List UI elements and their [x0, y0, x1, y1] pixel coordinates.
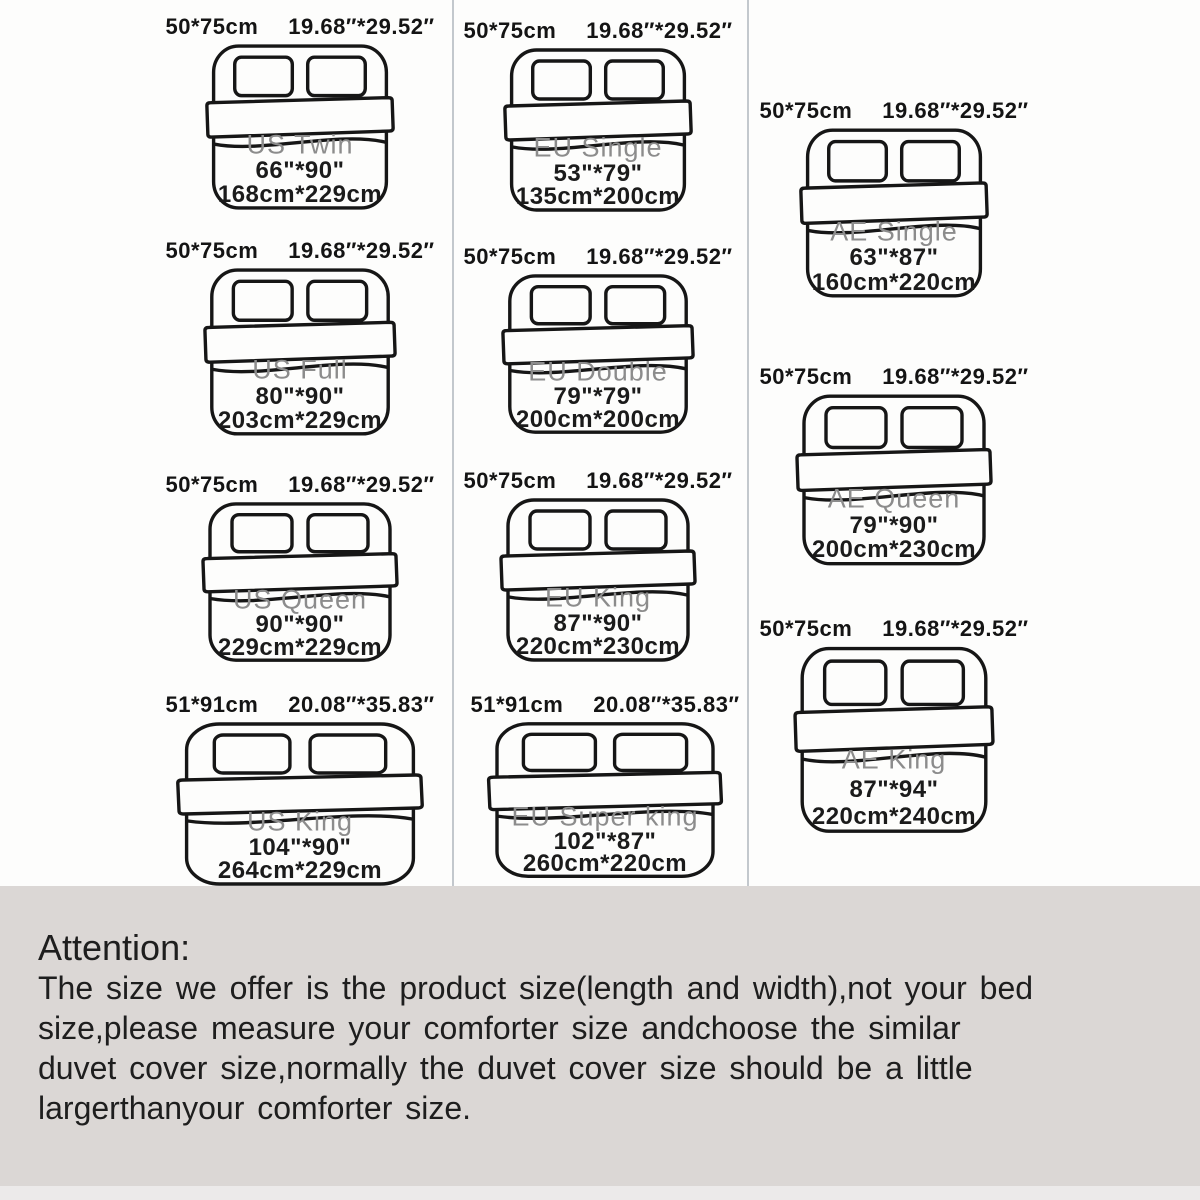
pillow-size-header	[445, 692, 765, 718]
bed-name: US Twin	[246, 129, 354, 160]
pillow-size-header	[448, 244, 748, 270]
pillow-size-header	[448, 468, 748, 494]
size-card-us-twin	[150, 14, 450, 214]
size-card-us-full	[150, 238, 450, 440]
pillow-left-icon	[214, 735, 290, 773]
pillow-size-in: 19.68″*29.52″	[882, 616, 1029, 641]
pillow-size-in: 19.68″*29.52″	[288, 472, 435, 497]
bed-name: AE Queen	[827, 483, 961, 514]
pillow-size-header	[744, 364, 1044, 390]
pillow-left-icon	[232, 515, 292, 552]
pillow-left-icon	[523, 734, 595, 770]
size-card-ae-single	[744, 98, 1044, 302]
bed-size-cm: 200cm*200cm	[515, 405, 681, 433]
bed-size-inches: 90"*90"	[255, 610, 345, 638]
pillow-left-icon	[531, 287, 590, 324]
bed-diagram	[204, 42, 396, 214]
bed-size-inches: 102"*87"	[553, 827, 657, 855]
bed-diagram	[485, 720, 725, 882]
pillow-right-icon	[308, 515, 368, 552]
pillow-size-in: 19.68″*29.52″	[586, 18, 733, 43]
bed-name: US Queen	[232, 584, 368, 615]
bed-name: US King	[246, 806, 354, 837]
bed-diagram	[200, 500, 400, 666]
pillow-size-header	[150, 472, 450, 498]
pillow-size-header	[448, 18, 748, 44]
attention-line-2: size,please measure your comforter size andchoose the similar	[38, 1010, 961, 1046]
bed-diagram	[798, 126, 990, 302]
size-card-ae-king	[744, 616, 1044, 838]
pillow-size-in: 20.08″*35.83″	[593, 692, 740, 717]
pillow-size-cm: 50*75cm	[759, 616, 853, 641]
pillow-right-icon	[606, 511, 666, 549]
pillow-right-icon	[606, 61, 664, 99]
pillow-size-cm: 50*75cm	[165, 14, 259, 39]
pillow-size-header	[150, 14, 450, 40]
size-card-eu-double	[448, 244, 748, 438]
bed-size-cm: 203cm*229cm	[217, 406, 383, 434]
bed-name: US Full	[252, 354, 348, 385]
bed-name: AE Single	[830, 216, 958, 247]
pillow-left-icon	[533, 61, 591, 99]
pillow-size-cm: 51*91cm	[165, 692, 259, 717]
pillow-size-cm: 50*75cm	[165, 238, 259, 263]
bed-name: EU King	[544, 582, 652, 613]
bed-size-cm: 260cm*220cm	[522, 850, 688, 878]
bed-diagram	[500, 272, 696, 438]
attention-line-1: The size we offer is the product size(length and width),not your bed	[38, 970, 1034, 1006]
bed-name: EU Super king	[511, 801, 699, 832]
bed-size-cm: 200cm*230cm	[811, 536, 977, 564]
bed-size-cm: 160cm*220cm	[811, 268, 977, 296]
bed-size-inches: 87"*90"	[553, 609, 643, 637]
size-card-ae-queen	[744, 364, 1044, 570]
bed-size-cm: 220cm*240cm	[811, 802, 977, 830]
pillow-size-cm: 50*75cm	[463, 244, 557, 269]
pillow-left-icon	[530, 511, 590, 549]
pillow-right-icon	[902, 661, 963, 704]
bed-size-cm: 220cm*230cm	[515, 633, 681, 661]
pillow-size-in: 19.68″*29.52″	[288, 238, 435, 263]
attention-line-4: largerthanyour comforter size.	[38, 1090, 472, 1126]
attention-panel	[0, 886, 1200, 1186]
footer-strip	[0, 1186, 1200, 1200]
pillow-right-icon	[310, 735, 386, 773]
pillow-size-in: 19.68″*29.52″	[882, 98, 1029, 123]
pillow-size-in: 20.08″*35.83″	[288, 692, 435, 717]
pillow-size-in: 19.68″*29.52″	[882, 364, 1029, 389]
bed-size-inches: 79"*79"	[553, 382, 643, 410]
pillow-size-header	[744, 616, 1044, 642]
size-card-us-king	[140, 692, 460, 890]
pillow-size-header	[150, 238, 450, 264]
pillow-size-cm: 50*75cm	[463, 18, 557, 43]
bed-size-cm: 229cm*229cm	[217, 633, 383, 661]
pillow-left-icon	[235, 57, 293, 95]
pillow-left-icon	[233, 281, 292, 320]
pillow-size-cm: 50*75cm	[759, 98, 853, 123]
bed-diagram	[502, 46, 694, 216]
bed-size-inches: 87"*94"	[849, 775, 939, 803]
bed-size-cm: 264cm*229cm	[217, 857, 383, 885]
pillow-right-icon	[606, 287, 665, 324]
bed-diagram	[498, 496, 698, 666]
bed-diagram	[202, 266, 398, 440]
bed-size-inches: 66"*90"	[255, 157, 345, 184]
pillow-right-icon	[308, 281, 367, 320]
bed-size-inches: 80"*90"	[255, 382, 345, 410]
pillow-right-icon	[902, 142, 960, 181]
attention-line-3: duvet cover size,normally the duvet cover size should be a little	[38, 1050, 973, 1086]
bed-size-cm: 168cm*229cm	[217, 181, 383, 209]
pillow-size-cm: 51*91cm	[470, 692, 564, 717]
size-card-eu-king	[448, 468, 748, 666]
bed-size-inches: 104"*90"	[248, 833, 352, 861]
size-card-eu-single	[448, 18, 748, 216]
pillow-size-cm: 50*75cm	[165, 472, 259, 497]
pillow-right-icon	[615, 734, 687, 770]
pillow-size-in: 19.68″*29.52″	[586, 468, 733, 493]
bed-size-inches: 53"*79"	[553, 159, 643, 187]
pillow-size-header	[140, 692, 460, 718]
bed-size-inches: 79"*90"	[849, 511, 939, 539]
pillow-right-icon	[308, 57, 366, 95]
bed-diagram	[792, 644, 996, 838]
pillow-right-icon	[902, 408, 962, 448]
pillow-left-icon	[826, 408, 886, 448]
pillow-size-header	[744, 98, 1044, 124]
bed-name: EU Single	[533, 132, 663, 163]
bed-diagram	[174, 720, 426, 890]
pillow-size-in: 19.68″*29.52″	[586, 244, 733, 269]
bed-size-cm: 135cm*200cm	[515, 183, 681, 211]
size-card-eu-super-king	[445, 692, 765, 882]
pillow-left-icon	[825, 661, 886, 704]
bed-size-inches: 63"*87"	[849, 244, 939, 271]
pillow-size-cm: 50*75cm	[463, 468, 557, 493]
size-card-us-queen	[150, 472, 450, 666]
attention-title: Attention:	[38, 927, 191, 968]
pillow-size-in: 19.68″*29.52″	[288, 14, 435, 39]
pillow-size-cm: 50*75cm	[759, 364, 853, 389]
pillow-left-icon	[829, 142, 887, 181]
bed-diagram	[794, 392, 994, 570]
bed-name: AE King	[841, 744, 947, 775]
bed-name: EU Double	[528, 356, 668, 387]
